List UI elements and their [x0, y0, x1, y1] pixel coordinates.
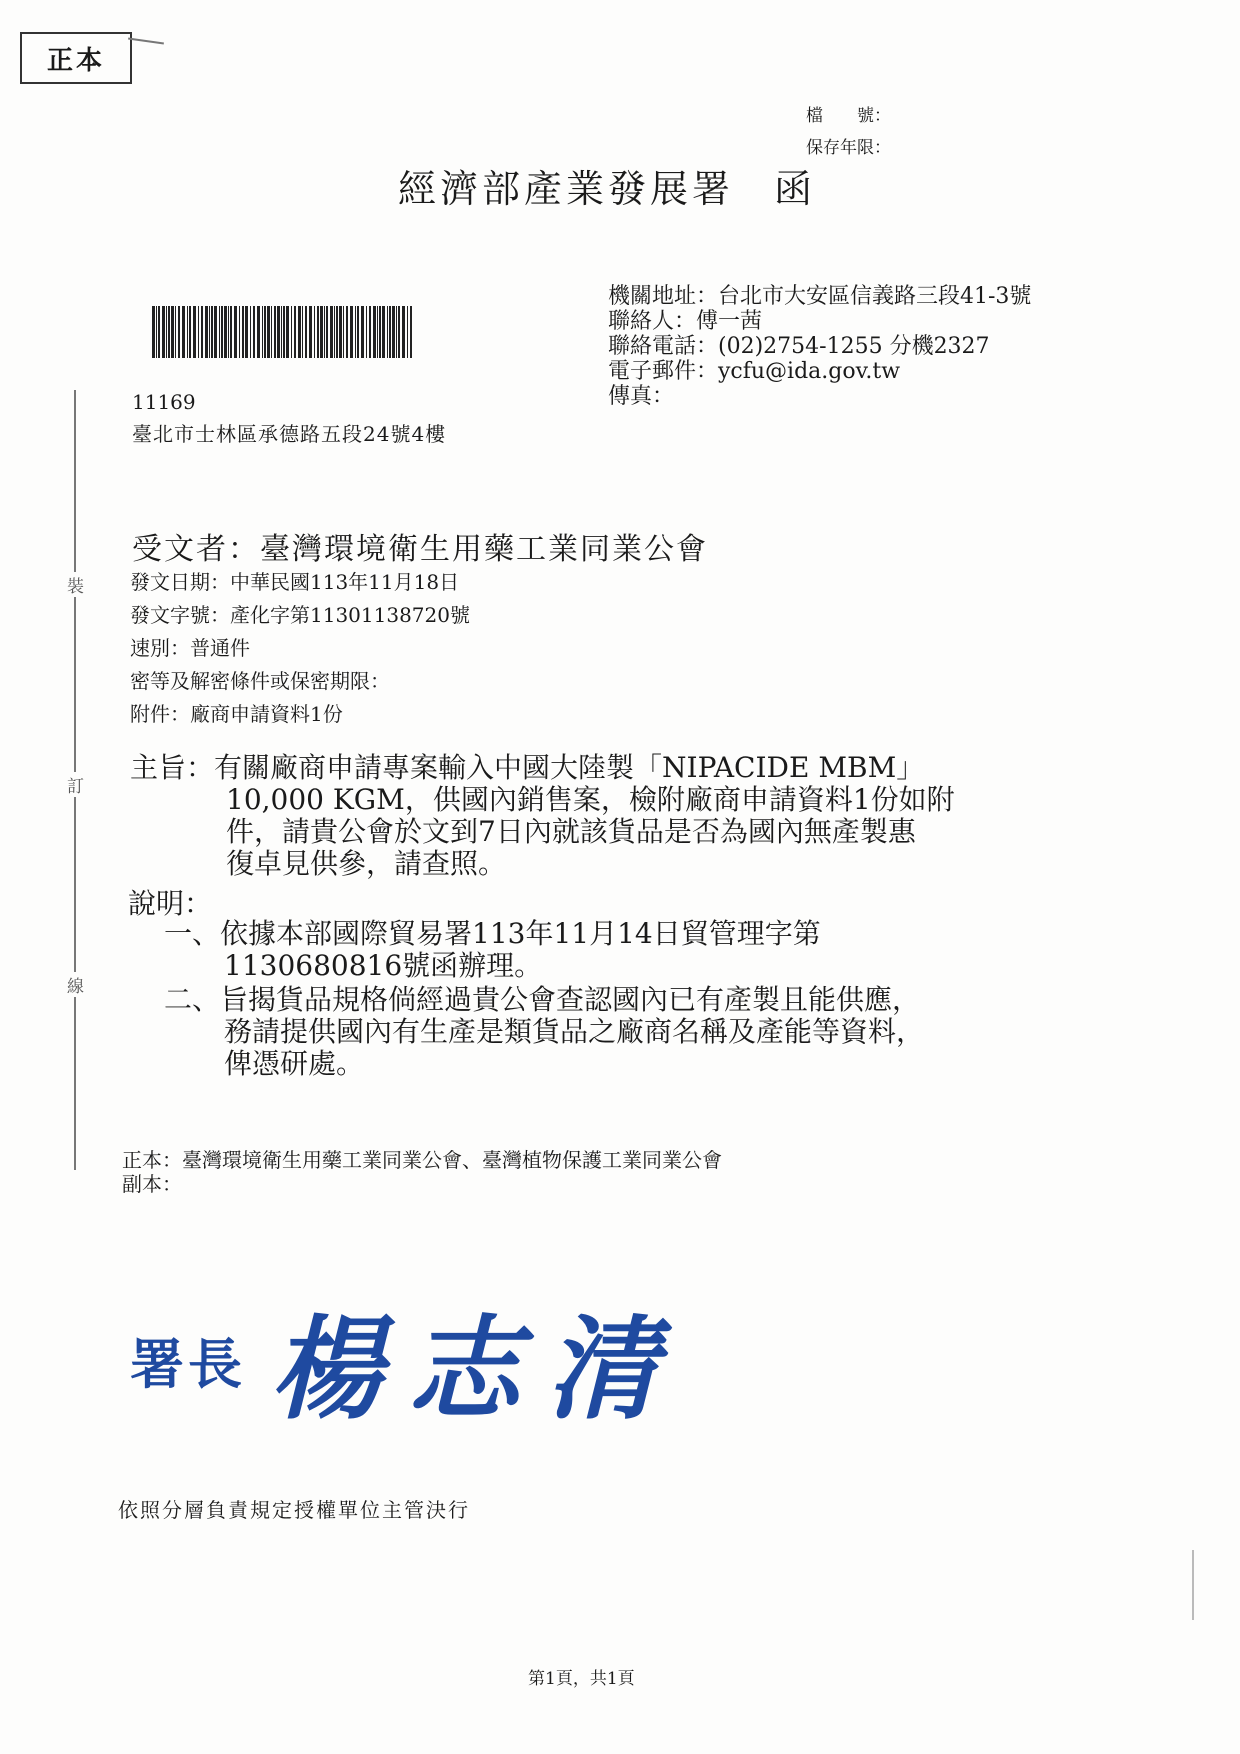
barcode-bar: [211, 306, 213, 358]
barcode-bar: [245, 306, 248, 358]
barcode-bar: [334, 306, 335, 358]
barcode-bar: [219, 306, 220, 358]
barcode-bar: [324, 306, 325, 358]
barcode-bar: [407, 306, 408, 358]
barcode-bar: [205, 306, 208, 358]
barcode-bar: [305, 306, 307, 358]
barcode-bar: [314, 306, 315, 358]
barcode-bar: [326, 306, 328, 358]
barcode-bar: [396, 306, 397, 358]
agency-address: 機關地址：台北市大安區信義路三段41-3號: [608, 284, 1032, 309]
barcode-bar: [317, 306, 319, 358]
barcode-bar: [366, 306, 367, 358]
barcode-bar: [379, 306, 381, 358]
agency-name: 經濟部產業發展署: [398, 167, 735, 211]
barcode-bar: [389, 306, 391, 358]
scan-edge-mark: [1192, 1550, 1194, 1620]
barcode-bar: [357, 306, 359, 358]
barcode-bar: [201, 306, 203, 358]
description-line: 俾憑研處。: [224, 1047, 365, 1080]
barcode: [152, 306, 414, 358]
barcode-bar: [355, 306, 356, 358]
barcode-bar: [402, 306, 405, 358]
issue-date: 發文日期：中華民國113年11月18日: [130, 570, 460, 594]
barcode-bar: [158, 306, 160, 358]
barcode-bar: [373, 306, 376, 358]
recipient-postcode: 11169: [132, 390, 196, 414]
subject-line: 主旨：有關廠商申請專案輸入中國大陸製「NIPACIDE MBM」: [130, 751, 925, 784]
original-recipients: 正本：臺灣環境衛生用藥工業同業公會、臺灣植物保護工業同業公會: [122, 1148, 722, 1172]
barcode-bar: [239, 306, 240, 358]
barcode-bar: [209, 306, 210, 358]
barcode-bar: [234, 306, 237, 358]
barcode-bar: [410, 306, 412, 358]
barcode-bar: [283, 306, 285, 358]
subject-line: 件，請貴公會於文到7日內就該貨品是否為國內無產製惠: [226, 815, 916, 848]
barcode-bar: [152, 306, 155, 358]
document-title: [398, 158, 816, 213]
subject-line: 10,000 KGM，供國內銷售案，檢附廠商申請資料1份如附: [226, 783, 955, 816]
document-type: 函: [774, 167, 817, 211]
barcode-bar: [281, 306, 282, 358]
copy-recipients: 副本：: [122, 1172, 182, 1196]
barcode-bar: [262, 306, 263, 358]
recipient-mailing-address: 臺北市士林區承德路五段24號4樓: [132, 422, 447, 446]
barcode-bar: [398, 306, 400, 358]
barcode-bar: [392, 306, 395, 358]
binding-mark-zhuang: 裝: [67, 572, 84, 597]
description-line: 1130680816號函辦理。: [224, 949, 543, 982]
description-item-1: [164, 918, 821, 982]
barcode-bar: [228, 306, 229, 358]
agency-info: [608, 284, 1031, 409]
barcode-bar: [250, 306, 251, 358]
document-number: 發文字號：產化字第11301138720號: [130, 603, 470, 627]
barcode-bar: [382, 306, 385, 358]
barcode-bar: [291, 306, 292, 358]
subject-line: 復卓見供參，請查照。: [226, 847, 507, 880]
stamp-mark: [128, 38, 164, 45]
agency-phone: 聯絡電話：(02)2754-1255 分機2327: [608, 334, 990, 359]
barcode-bar: [182, 306, 185, 358]
barcode-bar: [294, 306, 296, 358]
barcode-bar: [274, 306, 276, 358]
barcode-bar: [175, 306, 176, 358]
barcode-bar: [187, 306, 188, 358]
barcode-bar: [277, 306, 280, 358]
barcode-bar: [387, 306, 388, 358]
distribution: [122, 1148, 722, 1196]
delivery-speed: 速別：普通件: [130, 636, 250, 660]
binding-mark-xian: 線: [67, 972, 84, 997]
description-line: 一、依據本部國際貿易署113年11月14日貿管理字第: [164, 917, 821, 950]
barcode-bar: [298, 306, 301, 358]
agency-contact: 聯絡人：傅一茜: [608, 309, 763, 334]
description-line: 務請提供國內有生產是類貨品之廠商名稱及產能等資料，: [224, 1015, 925, 1048]
barcode-bar: [350, 306, 353, 358]
document-meta: [130, 566, 470, 731]
barcode-bar: [166, 306, 167, 358]
barcode-bar: [156, 306, 157, 358]
barcode-bar: [162, 306, 165, 358]
barcode-bar: [230, 306, 232, 358]
description-item-2: [164, 984, 924, 1080]
barcode-bar: [242, 306, 244, 358]
agency-email: 電子郵件：ycfu@ida.gov.tw: [608, 359, 901, 384]
attachment: 附件：廠商申請資料1份: [130, 702, 343, 726]
barcode-bar: [257, 306, 260, 358]
secrecy-level: 密等及解密條件或保密期限：: [130, 669, 390, 693]
description-heading: 說明：: [128, 887, 213, 920]
signature-title: 署長: [130, 1332, 246, 1396]
file-meta: [806, 100, 891, 164]
barcode-bar: [339, 306, 342, 358]
barcode-bar: [193, 306, 196, 358]
signature-name: 楊志清: [270, 1304, 684, 1435]
barcode-bar: [171, 306, 174, 358]
authority-note: 依照分層負責規定授權單位主管決行: [118, 1498, 470, 1522]
barcode-bar: [343, 306, 344, 358]
barcode-bar: [271, 306, 272, 358]
original-copy-stamp: 正本: [20, 32, 132, 84]
barcode-bar: [168, 306, 170, 358]
barcode-bar: [214, 306, 217, 358]
barcode-bar: [336, 306, 338, 358]
barcode-bar: [267, 306, 270, 358]
barcode-bar: [361, 306, 364, 358]
barcode-bar: [320, 306, 323, 358]
subject: [130, 752, 955, 880]
retention-label: 保存年限：: [806, 138, 891, 158]
recipient: 受文者：臺灣環境衛生用藥工業同業公會: [132, 532, 708, 567]
barcode-bar: [224, 306, 227, 358]
barcode-bar: [377, 306, 378, 358]
barcode-bar: [253, 306, 255, 358]
barcode-bar: [221, 306, 223, 358]
page-number: 第1頁，共1頁: [528, 1669, 635, 1689]
agency-fax: 傳真：: [608, 384, 675, 409]
barcode-bar: [198, 306, 199, 358]
barcode-bar: [369, 306, 371, 358]
barcode-bar: [346, 306, 348, 358]
barcode-bar: [302, 306, 303, 358]
description-line: 二、旨揭貨品規格倘經過貴公會查認國內已有產製且能供應，: [164, 983, 921, 1016]
barcode-bar: [330, 306, 333, 358]
file-no-label: 檔 號：: [806, 106, 891, 126]
barcode-bar: [189, 306, 191, 358]
barcode-bar: [286, 306, 289, 358]
binding-mark-ding: 訂: [67, 772, 84, 797]
barcode-bar: [178, 306, 180, 358]
signature-stamp: [130, 1280, 684, 1441]
barcode-bar: [309, 306, 312, 358]
barcode-bar: [264, 306, 266, 358]
